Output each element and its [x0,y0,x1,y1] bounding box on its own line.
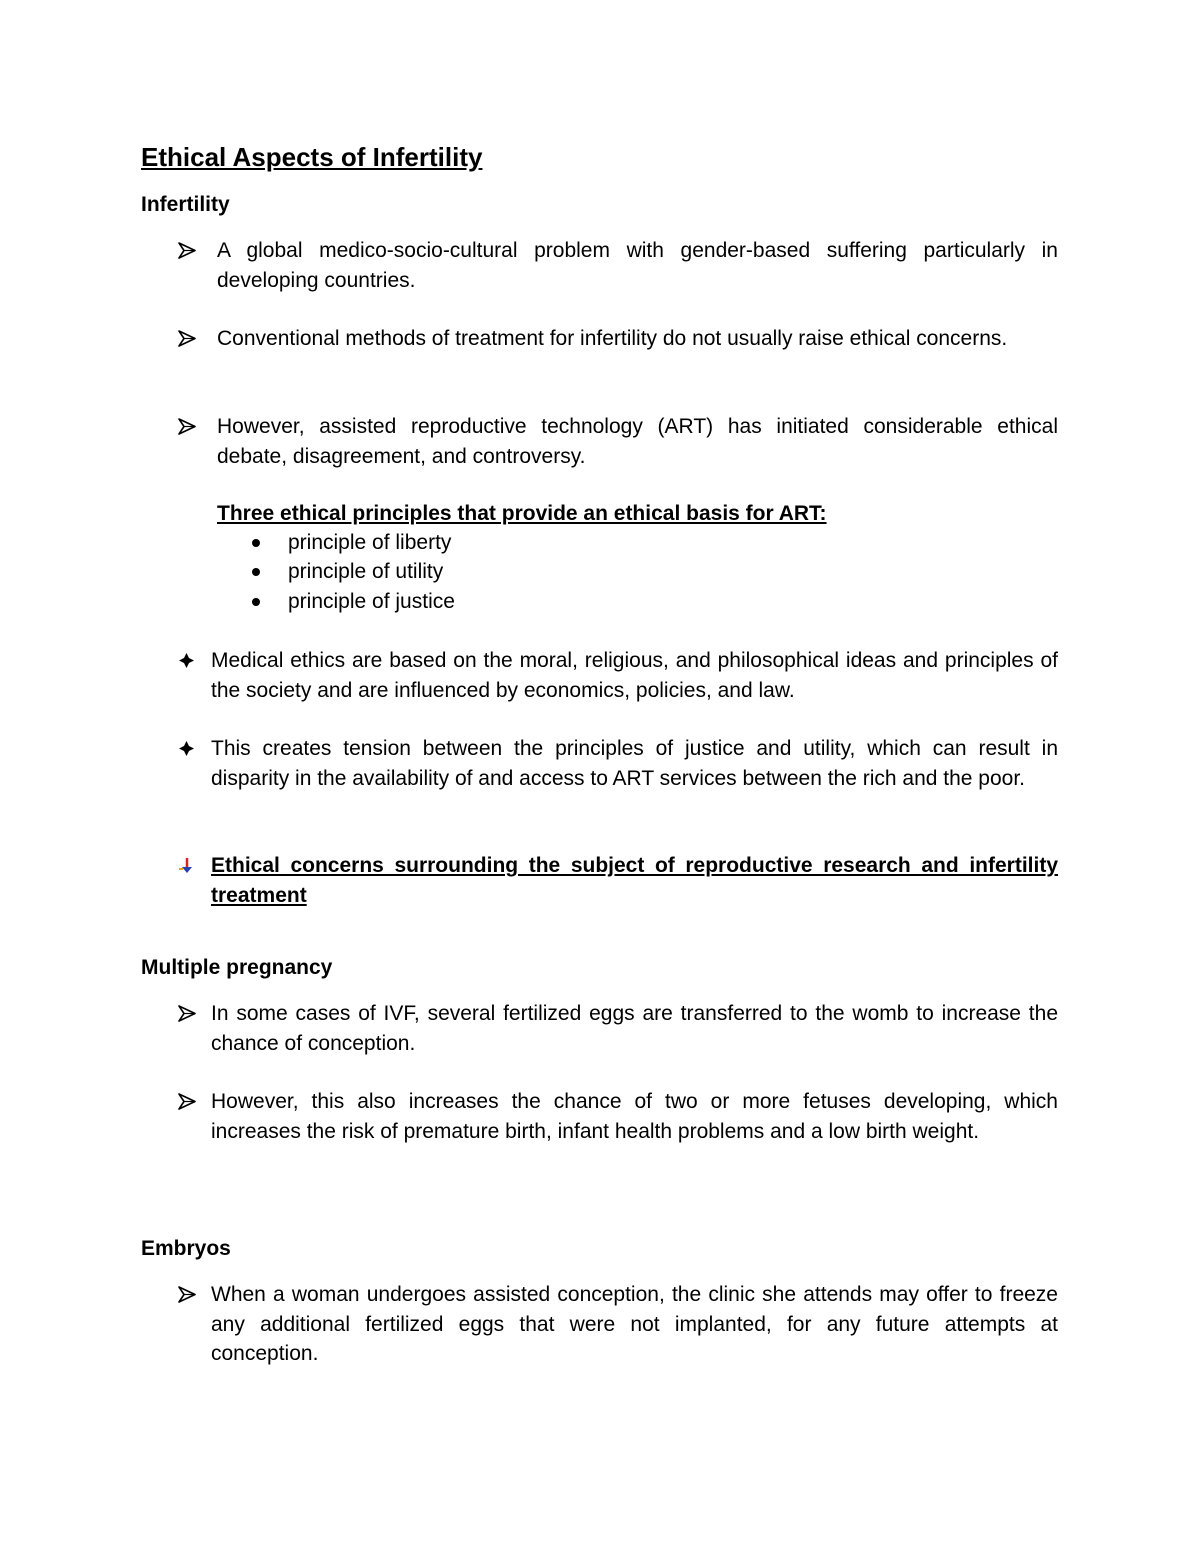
section-heading-infertility: Infertility [141,193,230,216]
principles-list [252,528,455,616]
bullet-text: A global medico-socio-cultural problem with gender-based suffering particularly in developing countries. [217,239,1058,292]
document-title: Ethical Aspects of Infertility [141,142,483,172]
list-item [178,324,1058,354]
arrow-bullet-icon [178,1280,208,1303]
list-item [252,587,455,616]
arrow-bullet-icon [178,999,208,1022]
list-item [178,1280,1058,1369]
list-item [178,734,1058,793]
arrow-bullet-icon [178,412,208,435]
principles-heading: Three ethical principles that provide an ethical basis for ART: [217,502,827,525]
bullet-dot-icon [252,539,260,547]
list-item [178,1087,1058,1146]
principle-text: principle of liberty [288,531,452,554]
bullet-text: However, this also increases the chance of two or more fetuses developing, which increases the risk of premature birth, infant health problems and a low birth weight. [211,1090,1058,1143]
diamond-bullet-icon [178,646,208,669]
arrow-bullet-icon [178,324,208,347]
diamond-bullet-icon [178,734,208,757]
list-item [178,412,1058,471]
bullet-dot-icon [252,568,260,576]
list-item [252,528,455,557]
principle-text: principle of utility [288,560,444,584]
arrow-bullet-icon [178,236,208,259]
bullet-text: Conventional methods of treatment for infertility do not usually raise ethical concerns. [217,327,1008,350]
arrow-bullet-icon [178,1087,208,1110]
list-item [178,646,1058,705]
bullet-text: This creates tension between the principles of justice and utility, which can result in disparity in the availability of and access to ART services between the rich and the poor. [211,737,1058,790]
bullet-text: When a woman undergoes assisted conception, the clinic she attends may offer to freeze any additional fertilized eggs that were not implanted, for any future attempts at conception. [211,1283,1058,1365]
list-item [178,851,1058,910]
list-item [252,557,455,586]
bullet-text: Medical ethics are based on the moral, religious, and philosophical ideas and principles of the society and are influenced by economics, policies, and law. [211,649,1058,702]
concerns-heading: Ethical concerns surrounding the subject of reproductive research and infertility treatment [211,854,1058,907]
section-heading-embryos: Embryos [141,1237,231,1260]
list-item [178,236,1058,295]
principle-text: principle of justice [288,589,455,613]
colored-arrow-bullet-icon [178,851,208,875]
list-item [178,999,1058,1058]
bullet-text: In some cases of IVF, several fertilized eggs are transferred to the womb to increase the chance of conception. [211,1002,1058,1055]
bullet-text: However, assisted reproductive technology (ART) has initiated considerable ethical debate, disagreement, and controversy. [217,415,1058,468]
section-heading-multiple-pregnancy: Multiple pregnancy [141,956,333,979]
bullet-dot-icon [252,598,260,606]
